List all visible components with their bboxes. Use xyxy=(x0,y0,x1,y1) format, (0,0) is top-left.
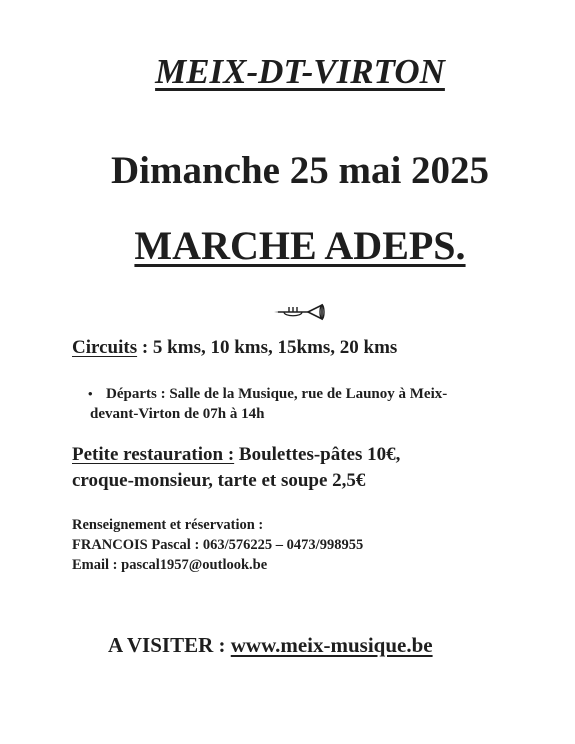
info-heading: Renseignement et réservation : xyxy=(72,517,264,533)
circuits-value: 5 kms, 10 kms, 15kms, 20 kms xyxy=(152,337,398,358)
visit-line xyxy=(108,633,433,658)
bullet-icon: • xyxy=(88,386,93,401)
restauration-label: Petite restauration : xyxy=(72,444,235,465)
town-title: MEIX-DT-VIRTON xyxy=(155,52,445,91)
event-title: MARCHE ADEPS. xyxy=(134,223,466,268)
contact-info xyxy=(72,515,363,575)
visit-label: A VISITER : xyxy=(108,633,231,657)
circuits-separator: : xyxy=(137,337,153,358)
restauration-text-1: Boulettes-pâtes 10€, xyxy=(234,444,401,465)
restauration-line-2: croque-monsieur, tarte et soupe 2,5€ xyxy=(72,470,366,491)
departs-line-2: devant-Virton de 07h à 14h xyxy=(90,406,265,422)
trumpet-icon xyxy=(272,303,326,321)
info-phone: FRANCOIS Pascal : 063/576225 – 0473/998955 xyxy=(72,537,364,553)
event-date: Dimanche 25 mai 2025 xyxy=(110,149,490,192)
restauration-block xyxy=(72,442,400,494)
visit-url: www.meix-musique.be xyxy=(230,633,433,657)
circuits-line xyxy=(72,337,397,359)
circuits-label: Circuits xyxy=(72,337,138,358)
info-email: Email : pascal1957@outlook.be xyxy=(72,557,268,573)
restauration-line-1 xyxy=(72,442,400,468)
departs-line-1: Départs : Salle de la Musique, rue de Launoy à Meix- xyxy=(106,386,448,402)
